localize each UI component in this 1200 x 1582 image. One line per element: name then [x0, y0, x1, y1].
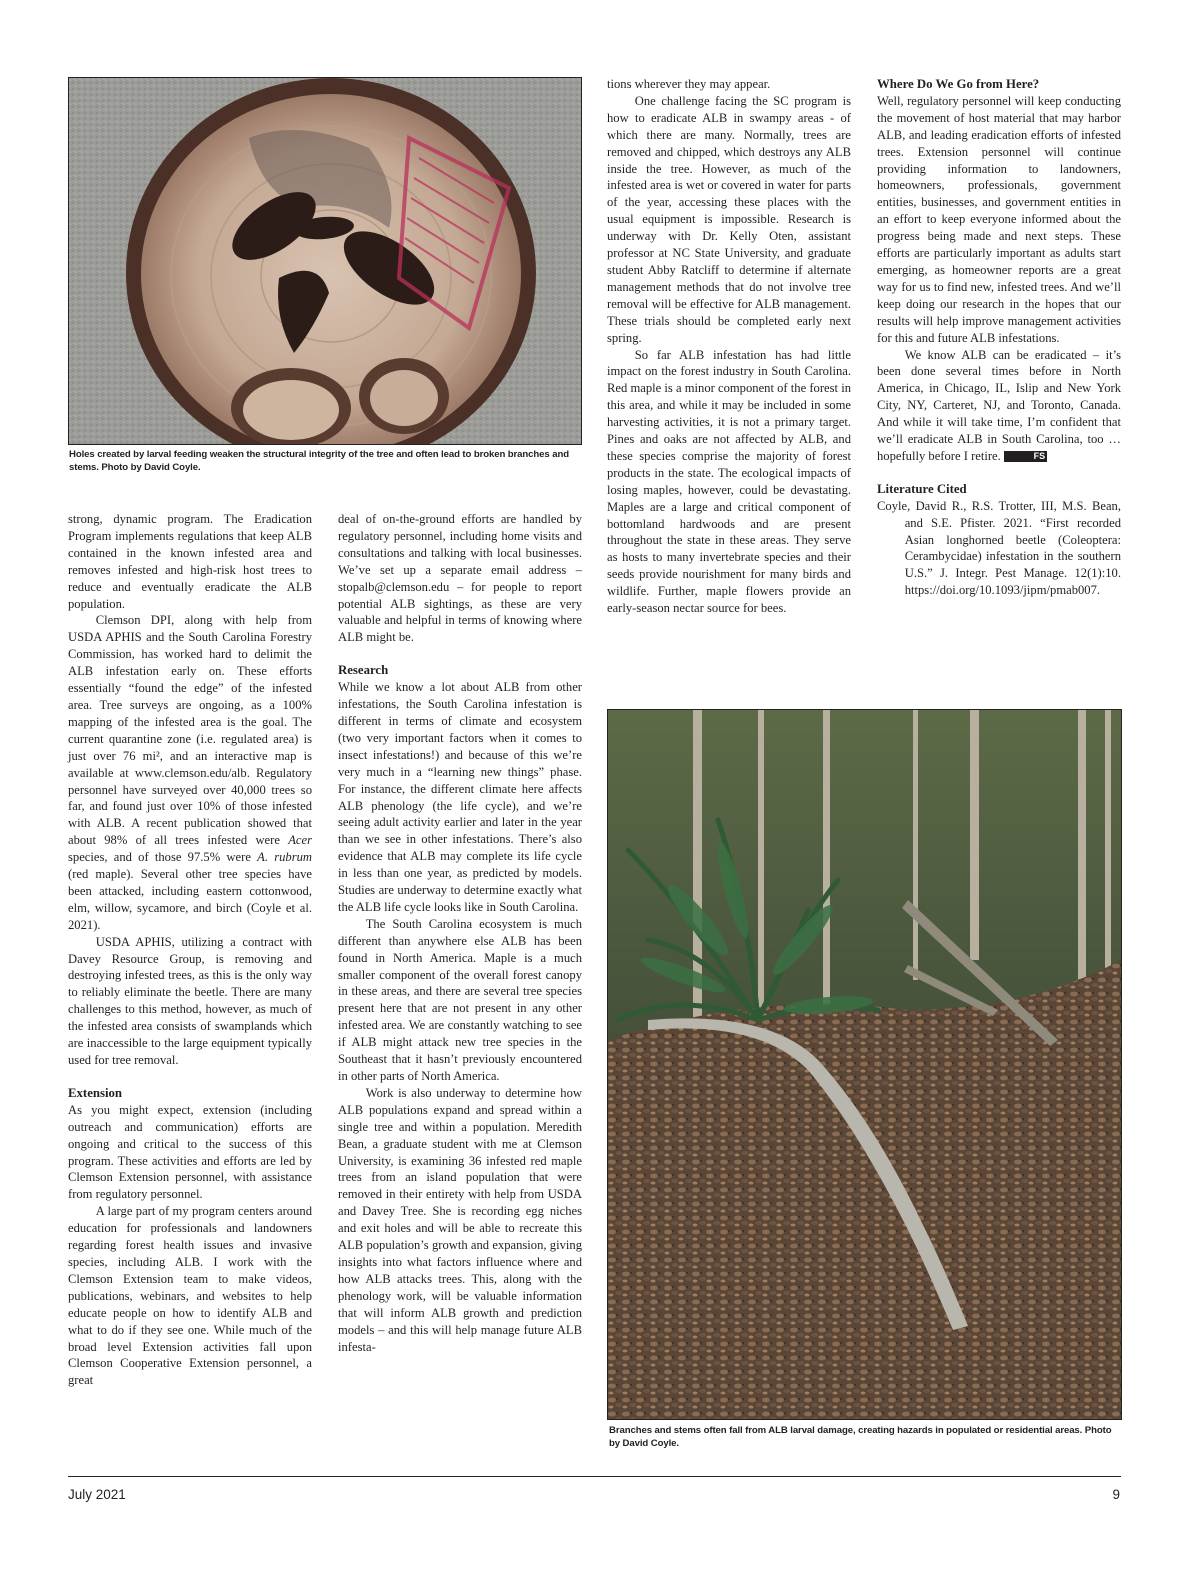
a-rubrum-italic: A. rubrum [257, 850, 312, 865]
col1-paragraph-2 [68, 612, 312, 933]
fs-end-mark-icon: FS [1004, 451, 1047, 462]
extension-heading: Extension [68, 1085, 123, 1100]
col1-paragraph-5: A large part of my program centers around education for professionals and landowners regarding forest health issues and invasive species, including ALB. I work with the Clemson Extension team to make videos, publications, webinars, and websites to help educate people on how to identify ALB and what to do if they see one. While much of the broad level Extension activities fall upon Clemson Cooperative Extension personnel, a great [68, 1204, 312, 1388]
col3-paragraph-1: tions wherever they may appear. [607, 77, 771, 91]
col4-paragraph-1: Well, regulatory personnel will keep conducting the movement of host material that may harbor ALB, and leading eradication efforts of infested trees. Extension personnel will continue providing information to landowners, homeowners, professionals, government entities, businesses, and government entities in an effort to keep everyone informed about the progress being made and next steps. These efforts are particularly important as adults start emerging, as homeowner reports are a great way for us to find new, infested trees. And we’ll keep doing our research in the hopes that our results will help improve management activities for this and future ALB infestations. [877, 93, 1121, 345]
fallen-branches-photo [607, 709, 1122, 1420]
reference-coyle-2021: Coyle, David R., R.S. Trotter, III, M.S. Bean, and S.E. Pfister. 2021. “First recorded Asian longhorned beetle (Coleoptera: Cerambycidae) infestation in the southern U.S.” J. Integr. Pest Manage. 12(1):10. https://doi.org/10.1093/jipm/pmab007. [877, 498, 1121, 598]
literature-cited-heading: Literature Cited [877, 481, 967, 496]
col1-paragraph-3: USDA APHIS, utilizing a contract with Davey Resource Group, is removing and destroying infested trees, as this is the only way to reliably eliminate the beetle. There are many challenges to this method, however, as much of the infested area consists of swamplands which are inaccessible to the large equipment typically used for tree removal. [68, 934, 312, 1067]
col3-paragraph-3: So far ALB infestation has had little impact on the forest industry in South Carolina. Red maple is a minor component of the forest in this area, and while it may be included in some harvesting activities, it is not a primary target. Pines and oaks are not affected by ALB, and these species comprise the majority of forest products in the state. The ecological impacts of losing maples, however, could be devastating. Maples are a large and critical component of bottomland hardwoods and are present throughout the state in these areas. They serve as hosts to many invertebrate species and their seeds provide nourishment for many birds and wildlife. Further, maple flowers provide an early-season nectar source for bees. [607, 347, 851, 616]
column-2 [338, 511, 582, 1355]
col2-paragraph-4: Work is also underway to determine how ALB populations expand and spread within a single tree and within a population. Meredith Bean, a graduate student with me at Clemson University, is examining 36 infested red maple trees from an island population that were removed in their entirety with help from USDA and Davey Tree. She is recording egg niches and exit holes and will be able to recreate this ALB population’s growth and expansion, giving insights into what factors influence where and how ALB attacks trees. This, along with the phenology work, will be valuable information that will inform ALB growth and prediction models – and this will help manage future ALB infesta- [338, 1085, 582, 1354]
column-3 [607, 76, 851, 617]
col2-paragraph-2: While we know a lot about ALB from other infestations, the South Carolina infestation is different in terms of climate and ecosystem (two very important factors when it comes to insect infestations!) and because of this we’re very much in a “learning new things” phase. For instance, the different climate here affects ALB phenology (the life cycle), and we’re seeing adult activity earlier and later in the year than we see in other infestations. There’s also evidence that ALB may complete its life cycle in less than one year, as predicted by models. Studies are underway to determine exactly what the ALB life cycle looks like in South Carolina. [338, 680, 582, 914]
col4-paragraph-2 [877, 347, 1121, 465]
column-4 [877, 76, 1121, 599]
col1-paragraph-4: As you might expect, extension (including outreach and communication) efforts are ongoing and critical to the success of this program. These activities and efforts are led by Clemson Extension personnel, with assistance from regulatory personnel. [68, 1102, 312, 1202]
col2-paragraph-3: The South Carolina ecosystem is much different than anywhere else ALB has been found in North America. Maple is a much smaller component of the overall forest canopy in these areas, and there are several tree species present here that are not present in any other infested area. We are constantly watching to see if ALB might attack new tree species in the Southeast that it hasn’t previously encountered in other parts of North America. [338, 916, 582, 1083]
page-number: 9 [1112, 1487, 1120, 1502]
col1-p2-text: Clemson DPI, along with help from USDA APHIS and the South Carolina Forestry Commission, has worked hard to delimit the ALB infestation early on. These efforts essentially “found the edge” of the infested area. Tree surveys are ongoing, as a 100% mapping of the infested area is the goal. The current quarantine zone (i.e. regulated area) is just over 76 mi², and an interactive map is available at www.clemson.edu/alb. Regulatory personnel have surveyed over 40,000 trees so far, and found just over 10% of those infested with ALB. A recent publication showed that about 98% of all trees infested were [68, 613, 312, 848]
col1-paragraph-1: strong, dynamic program. The Eradication Program implements regulations that keep ALB contained in the known infested area and removes infested and high-risk host trees to reduce and eventually eradicate the ALB population. [68, 512, 312, 611]
research-heading: Research [338, 663, 389, 678]
photo1-caption: Holes created by larval feeding weaken the structural integrity of the tree and often lead to broken branches and stems. Photo by David Coyle. [69, 449, 569, 473]
col1-p2-end: (red maple). Several other tree species have been attacked, including eastern cottonwood, elm, willow, sycamore, and birch (Coyle et al. 2021). [68, 867, 312, 932]
where-do-we-go-heading: Where Do We Go from Here? [877, 77, 1040, 91]
acer-italic: Acer [288, 833, 312, 848]
forest-scene-illustration [608, 710, 1121, 1419]
col3-paragraph-2: One challenge facing the SC program is how to eradicate ALB in swampy areas - of which there are many. Normally, trees are removed and chipped, which destroys any ALB inside the tree. However, as much of the infested area is wet or covered in water for parts of the year, accessing these places with the usual equipment is impossible. Research is underway with Dr. Kelly Oten, assistant professor at NC State University, and graduate student Abby Ratcliff to determine if alternate management methods that do not involve tree removal will be effective for ALB management. These trials should be completed early next spring. [607, 93, 851, 345]
stem-cross-section-illustration [69, 78, 581, 444]
photo2-caption: Branches and stems often fall from ALB larval damage, creating hazards in populated or residential areas. Photo by David Coyle. [609, 1425, 1112, 1449]
col4-p2-text: We know ALB can be eradicated – it’s been done several times before in North America, in Chicago, IL, Islip and New York City, NY, Carteret, NJ, and Toronto, Canada. And while it will take time, I’m confident that we’ll eradicate ALB in South Carolina, too … hopefully before I retire. [877, 347, 1121, 463]
col2-paragraph-1: deal of on-the-ground efforts are handled by regulatory personnel, including home visits and consultations and talking with local businesses. We’ve set up a separate email address – stopalb@clemson.edu – for people to report potential ALB sightings, as these are very valuable and helpful in terms of knowing where ALB might be. [338, 512, 582, 645]
col1-p2-mid: species, and of those 97.5% were [68, 850, 251, 865]
footer-date: July 2021 [68, 1487, 126, 1502]
footer-rule [68, 1476, 1121, 1477]
stem-cross-section-photo [68, 77, 582, 445]
column-1 [68, 511, 312, 1389]
